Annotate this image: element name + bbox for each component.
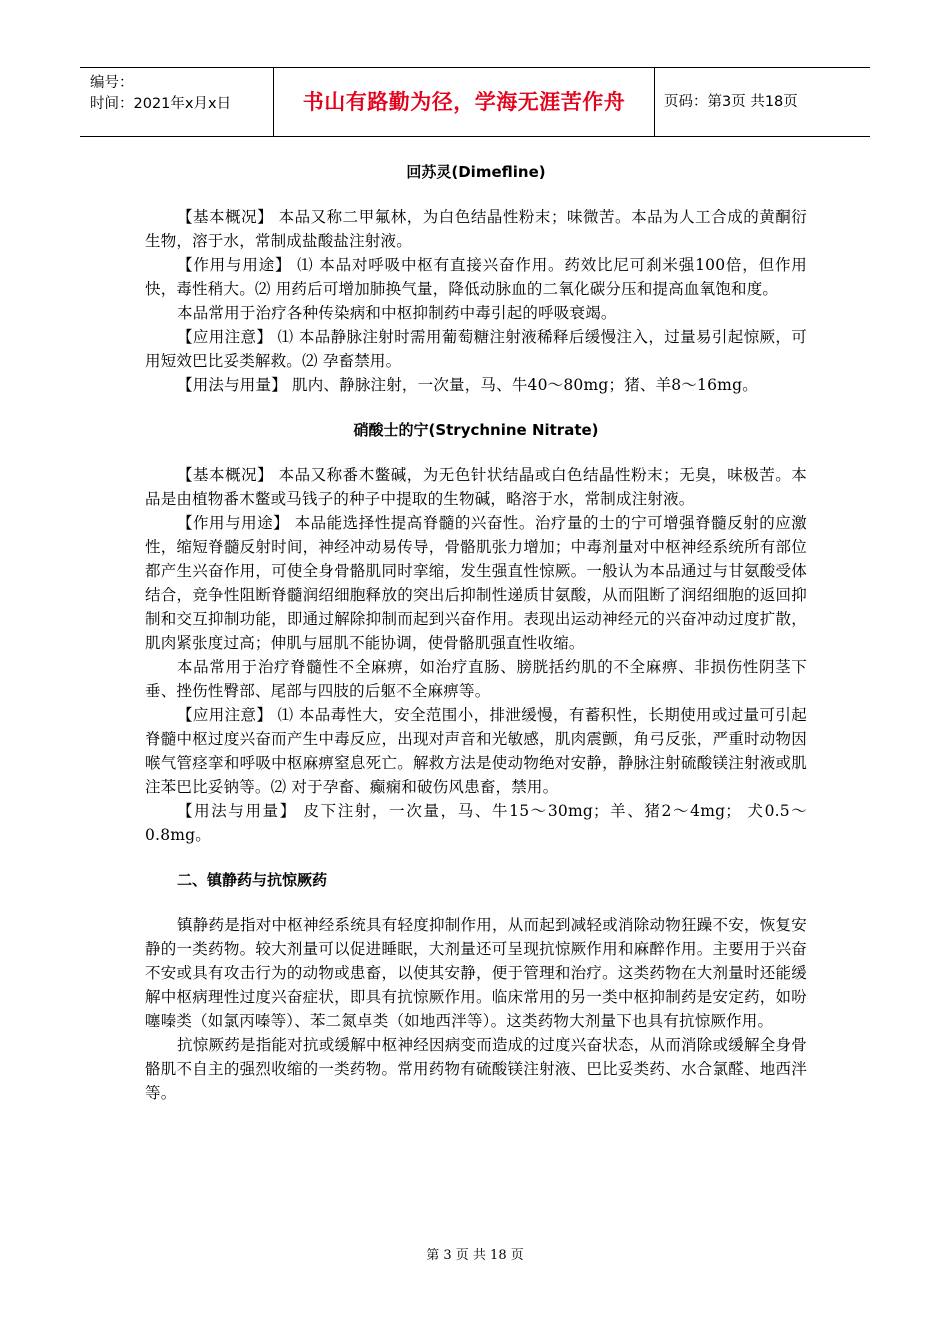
header-page-info: 页码：第3页 共18页 bbox=[664, 94, 798, 110]
section-title-strychnine: 硝酸士的宁(Strychnine Nitrate) bbox=[353, 421, 599, 439]
document-time-label: 时间：2021年x月x日 bbox=[90, 96, 232, 112]
section-title-dimefline: 回苏灵(Dimefline) bbox=[406, 163, 546, 181]
paragraph: 【作用与用途】 本品能选择性提高脊髓的兴奋性。治疗量的士的宁可增强脊髓反射的应激性，缩短脊髓反射时间，神经冲动易传导，骨骼肌张力增加；中毒剂量对中枢神经系统所有部位都产生兴奋作用，可使全身骨骼肌同时挛缩，发生强直性惊厥。一般认为本品通过与甘氨酸受体结合，竞争性阻断脊髓润绍细胞释放的突出后抑制性递质甘氨酸，从而阻断了润绍细胞的返回抑制和交互抑制功能，即通过解除抑制而起到兴奋作用。表现出运动神经元的兴奋冲动过度扩散，肌肉紧张度过高；伸肌与屈肌不能协调，使骨骼肌强直性收缩。 bbox=[145, 514, 807, 652]
header-motto-cell bbox=[274, 68, 655, 136]
paragraph: 抗惊厥药是指能对抗或缓解中枢神经因病变而造成的过度兴奋状态，从而消除或缓解全身骨骼肌不自主的强烈收缩的一类药物。常用药物有硫酸镁注射液、巴比妥类药、水合氯醛、地西泮等。 bbox=[145, 1036, 807, 1102]
document-number-label: 编号： bbox=[90, 75, 134, 91]
paragraph: 【应用注意】 ⑴ 本品静脉注射时需用葡萄糖注射液稀释后缓慢注入，过量易引起惊厥，可用短效巴比妥类解救。⑵ 孕畜禁用。 bbox=[145, 328, 807, 370]
header-motto: 书山有路勤为径，学海无涯苦作舟 bbox=[302, 90, 626, 114]
paragraph: 【基本概况】 本品又称二甲氟林，为白色结晶性粉末；味微苦。本品为人工合成的黄酮衍生物，溶于水，常制成盐酸盐注射液。 bbox=[145, 208, 807, 250]
document-body bbox=[145, 160, 807, 1105]
header-info-cell bbox=[80, 68, 274, 136]
header-page-cell bbox=[655, 68, 870, 136]
paragraph: 镇静药是指对中枢神经系统具有轻度抑制作用，从而起到减轻或消除动物狂躁不安，恢复安静的一类药物。较大剂量可以促进睡眠，大剂量还可呈现抗惊厥作用和麻醉作用。主要用于兴奋不安或具有攻击行为的动物或患畜，以使其安静，便于管理和治疗。这类药物在大剂量时还能缓解中枢病理性过度兴奋症状，即具有抗惊厥作用。临床常用的另一类中枢抑制药是安定药，如吩噻嗪类（如氯丙嗪等）、苯二氮卓类（如地西泮等）。这类药物大剂量下也具有抗惊厥作用。 bbox=[145, 916, 807, 1030]
paragraph: 【基本概况】 本品又称番木鳖碱，为无色针状结晶或白色结晶性粉末；无臭，味极苦。本品是由植物番木鳖或马钱子的种子中提取的生物碱，略溶于水，常制成注射液。 bbox=[145, 466, 807, 508]
page-header bbox=[80, 67, 870, 137]
paragraph: 【应用注意】 ⑴ 本品毒性大，安全范围小，排泄缓慢，有蓄积性，长期使用或过量可引起脊髓中枢过度兴奋而产生中毒反应，出现对声音和光敏感，肌肉震颤，角弓反张，严重时动物因喉气管痉挛和呼吸中枢麻痹窒息死亡。解救方法是使动物绝对安静，静脉注射硫酸镁注射液或肌注苯巴比妥钠等。⑵ 对于孕畜、癫痫和破伤风患畜，禁用。 bbox=[145, 706, 807, 796]
page-footer: 第 3 页 共 18 页 bbox=[426, 1248, 524, 1263]
paragraph: 本品常用于治疗各种传染病和中枢抑制药中毒引起的呼吸衰竭。 bbox=[177, 304, 617, 322]
paragraph: 【用法与用量】 肌内、静脉注射，一次量，马、牛40～80mg；猪、羊8～16mg。 bbox=[177, 376, 758, 394]
paragraph: 本品常用于治疗脊髓性不全麻痹，如治疗直肠、膀胱括约肌的不全麻痹、非损伤性阴茎下垂、挫伤性臀部、尾部与四肢的后躯不全麻痹等。 bbox=[145, 658, 807, 700]
paragraph: 【用法与用量】 皮下注射，一次量，马、牛15～30mg；羊、猪2～4mg； 犬0.5～0.8mg。 bbox=[145, 802, 807, 844]
section-title-sedatives: 二、镇静药与抗惊厥药 bbox=[177, 871, 328, 889]
paragraph: 【作用与用途】 ⑴ 本品对呼吸中枢有直接兴奋作用。药效比尼可刹米强100倍，但作用快，毒性稍大。⑵ 用药后可增加肺换气量，降低动脉血的二氧化碳分压和提高血氧饱和度。 bbox=[145, 256, 807, 298]
